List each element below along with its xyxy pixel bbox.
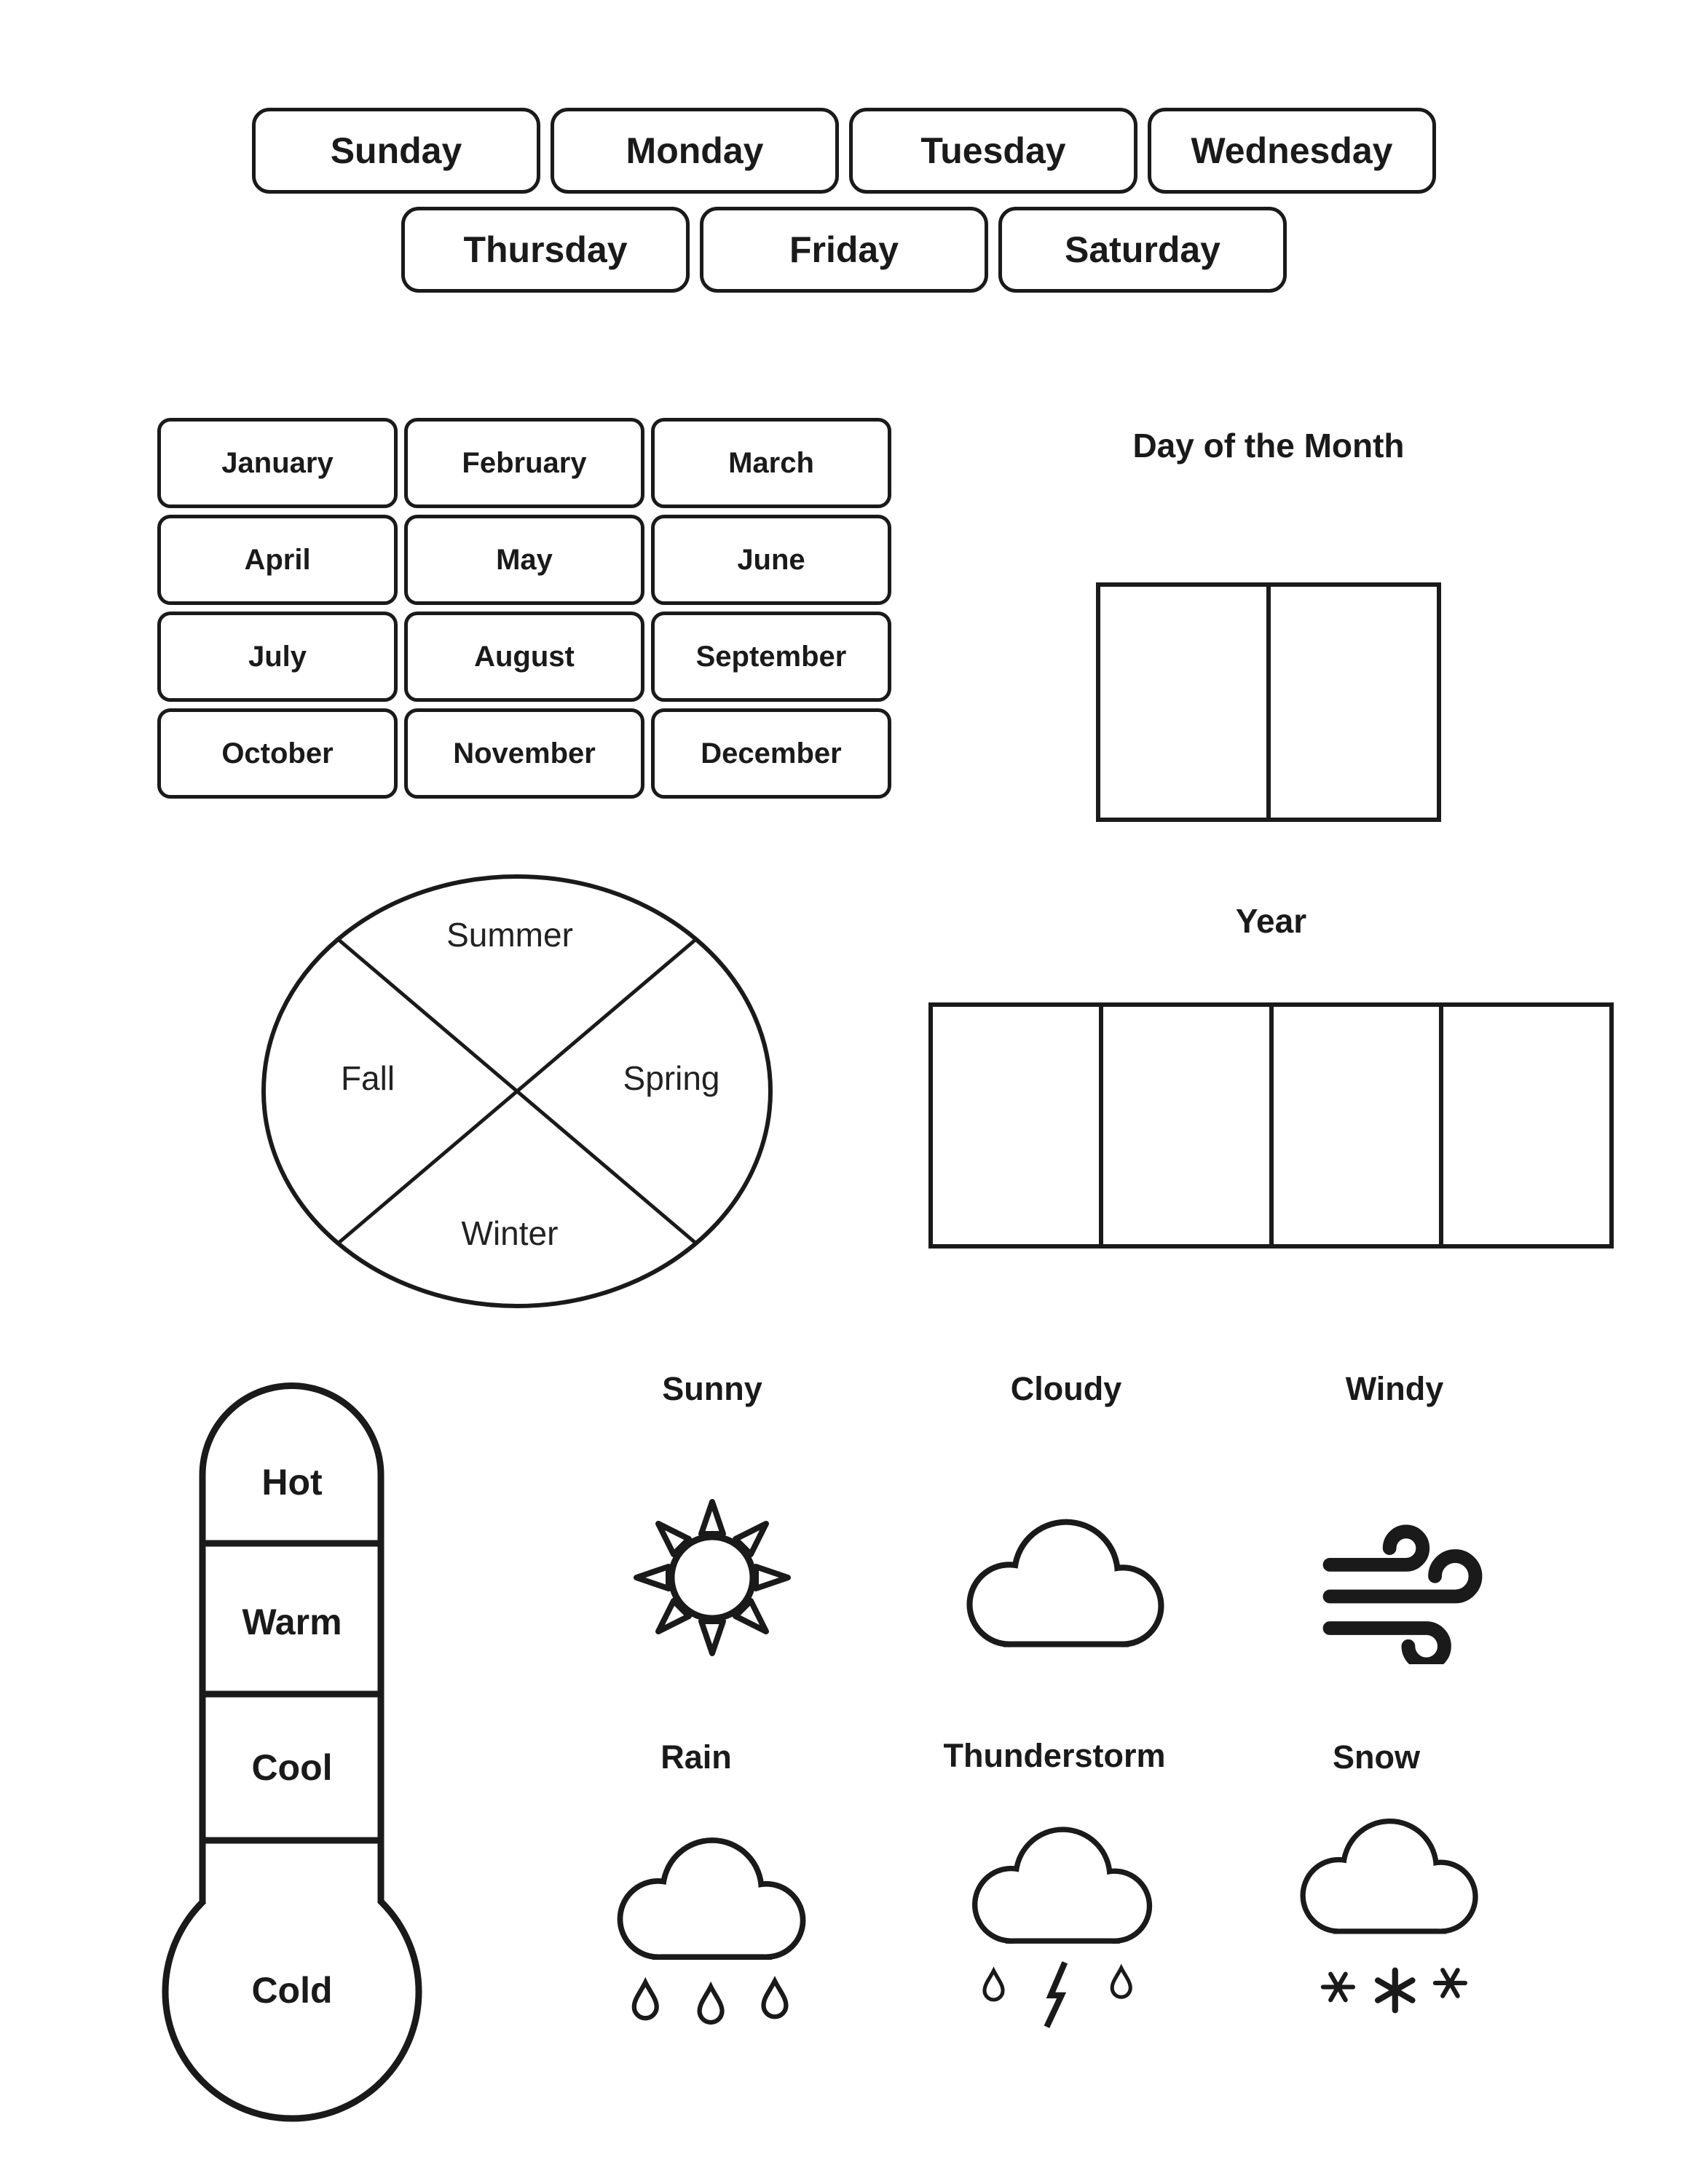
weekday-card: Saturday [998,207,1287,293]
thermometer-level-label: Warm [242,1602,342,1642]
month-card: March [651,418,891,508]
month-card: August [404,612,644,702]
thermometer-level-label: Hot [261,1462,323,1503]
snow-cloud-icon [1274,1796,1506,2035]
month-card: April [157,515,398,605]
cloud-icon [937,1494,1195,1663]
weekday-card: Tuesday [849,108,1137,194]
weather-label: Cloudy [1010,1370,1122,1407]
year-digit-cell [1274,1007,1444,1244]
season-label-winter: Winter [461,1214,559,1252]
wind-icon [1320,1520,1486,1664]
months-grid [157,418,891,799]
weekday-row-1 [0,108,1688,194]
weather-label: Rain [660,1738,732,1776]
month-card: January [157,418,398,508]
year-digit-cell [1443,1007,1609,1244]
weekday-card: Monday [551,108,839,194]
weather-label: Windy [1345,1370,1444,1407]
weekday-card: Wednesday [1148,108,1436,194]
month-card: July [157,612,398,702]
month-card: February [404,418,644,508]
weather-label: Thunderstorm [943,1737,1166,1774]
day-of-month-cell [1271,587,1437,818]
weekday-row-2 [0,207,1688,293]
weekday-card: Thursday [401,207,690,293]
rain-cloud-icon [589,1813,835,2067]
thermometer-level-label: Cold [251,1970,333,2011]
month-card: September [651,612,891,702]
thunderstorm-cloud-icon [945,1804,1180,2046]
month-card: October [157,708,398,799]
year-digit-cell [1103,1007,1274,1244]
weather-label: Snow [1333,1738,1420,1776]
day-of-month-title: Day of the Month [1132,427,1405,464]
month-card: November [404,708,644,799]
month-card: May [404,515,644,605]
weather-label: Sunny [662,1370,762,1407]
season-label-summer: Summer [446,916,573,954]
weekday-card: Friday [700,207,988,293]
year-title: Year [1235,902,1307,940]
season-label-fall: Fall [340,1059,395,1097]
month-card: June [651,515,891,605]
weekday-card: Sunday [252,108,540,194]
sun-icon [632,1497,792,1658]
month-card: December [651,708,891,799]
day-of-month-box [1096,582,1441,822]
year-box [928,1002,1614,1249]
year-digit-cell [933,1007,1103,1244]
day-of-month-cell [1100,587,1271,818]
thermometer-level-label: Cool [251,1747,333,1788]
season-label-spring: Spring [623,1059,720,1097]
